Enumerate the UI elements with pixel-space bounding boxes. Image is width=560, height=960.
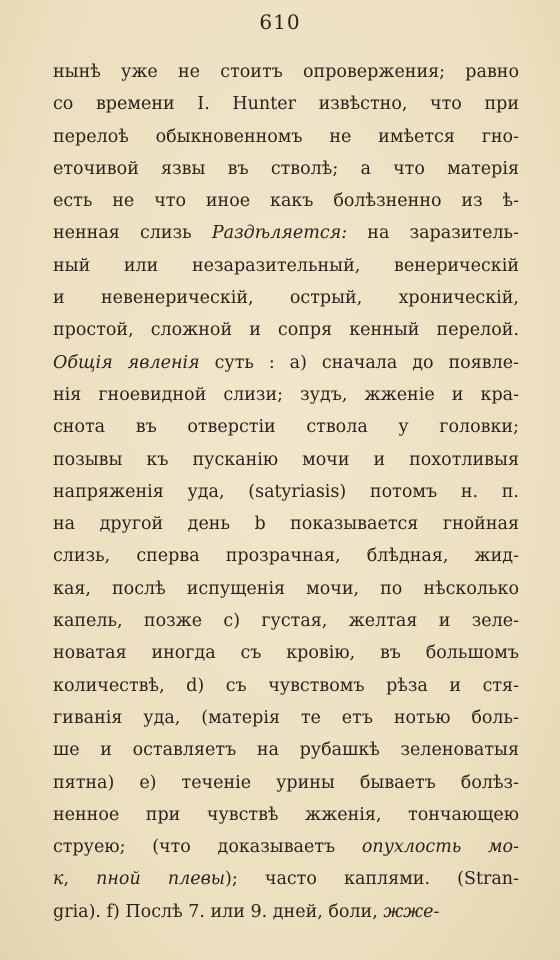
text-span: перелоѣ обыкновенномъ не имѣется гно-	[53, 126, 519, 147]
text-span: ненная слизь	[53, 223, 212, 244]
text-span: новатая иногда съ кровію, въ большомъ	[53, 643, 519, 664]
text-span: суть : а) сначала до появле-	[199, 352, 519, 373]
text-span: ); часто каплями. (Stran-	[225, 869, 519, 890]
page-number: 610	[259, 10, 301, 34]
text-span: есть не что иное какъ болѣзненно из ѣ-	[53, 191, 519, 212]
text-span: позывы къ пусканію мочи и похотливыя	[53, 449, 519, 470]
text-span: ненное при чувствѣ жженія, тончающею	[53, 804, 519, 825]
text-line	[53, 896, 519, 928]
italic-text-span: жже-	[383, 901, 440, 922]
text-span: гиванія уда, (матерія те етъ нотью боль-	[53, 707, 519, 728]
text-span: gria). f) Послѣ 7. или 9. дней, боли,	[53, 901, 384, 922]
text-line	[53, 540, 519, 572]
text-span: кая, послѣ испущенія мочи, по нѣсколько	[53, 578, 519, 599]
text-line	[53, 185, 519, 217]
text-line	[53, 444, 519, 476]
text-span: нынѣ уже не стоитъ опровержения; равно	[53, 62, 519, 82]
text-line	[53, 767, 519, 799]
text-span: еточивой язвы въ стволѣ; а что матерія	[53, 158, 519, 179]
text-line	[53, 476, 519, 508]
text-line	[53, 314, 519, 346]
text-span: пятна) е) теченіе урины бываетъ болѣз-	[53, 772, 519, 793]
italic-text-span: опухлость мо-	[361, 837, 520, 858]
text-span: и невенерическій, острый, хроническій,	[53, 288, 519, 309]
text-line	[53, 702, 519, 734]
text-line	[53, 508, 519, 540]
text-span: количествѣ, d) съ чувствомъ рѣза и стя-	[53, 675, 519, 696]
italic-text-span: Раздѣляется:	[211, 223, 348, 244]
text-span: на другой день b показывается гнойная	[53, 514, 519, 535]
text-span: ше и оставляетъ на рубашкѣ зеленоватыя	[53, 740, 519, 761]
text-line	[53, 799, 519, 831]
text-line	[53, 637, 519, 669]
text-span: напряженія уда, (satyriasis) потомъ н. п.	[53, 481, 519, 502]
text-span: слизь, сперва прозрачная, блѣдная, жид-	[53, 546, 519, 567]
text-span: ,	[63, 869, 97, 890]
text-line	[53, 379, 519, 411]
italic-text-span: пной плевы	[96, 869, 226, 890]
text-line	[53, 411, 519, 443]
text-span: на заразитель-	[347, 223, 519, 244]
text-line	[53, 121, 519, 153]
text-span: простой, сложной и сопря кенный перелой.	[53, 320, 519, 341]
text-span: струею; (что доказываетъ	[53, 837, 362, 858]
text-line	[53, 250, 519, 282]
text-line	[53, 88, 519, 120]
text-line	[53, 863, 519, 895]
italic-text-span: Общія явленія	[53, 352, 200, 373]
text-span: снота въ отверстіи ствола у головки;	[53, 417, 519, 438]
text-line	[53, 56, 519, 88]
text-line	[53, 605, 519, 637]
text-span: ный или незаразительный, венерическій	[53, 255, 519, 276]
text-span: нія гноевидной слизи; зудъ, жженіе и кра-	[53, 384, 519, 405]
text-line	[53, 831, 519, 863]
text-line	[53, 217, 519, 249]
body-text	[53, 56, 519, 928]
text-line	[53, 670, 519, 702]
text-span: со времени I. Hunter извѣстно, что при	[53, 94, 519, 115]
text-line	[53, 282, 519, 314]
text-span: капель, позже с) густая, желтая и зеле-	[53, 611, 519, 632]
text-line	[53, 153, 519, 185]
italic-text-span: к	[53, 869, 64, 890]
text-line	[53, 573, 519, 605]
text-line	[53, 734, 519, 766]
text-line	[53, 347, 519, 379]
